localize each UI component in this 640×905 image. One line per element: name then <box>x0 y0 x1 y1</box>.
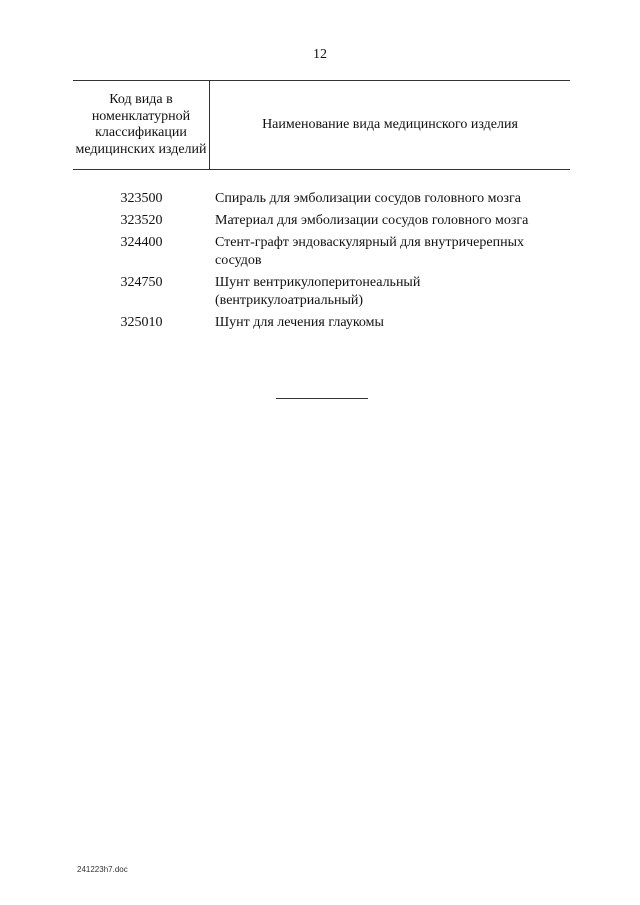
table-row <box>73 190 570 208</box>
end-divider <box>276 398 368 399</box>
row-code: 324400 <box>120 235 163 250</box>
table-row <box>73 234 570 270</box>
table-body <box>73 190 570 336</box>
row-code: 323520 <box>120 213 163 228</box>
row-code: 323500 <box>120 191 163 206</box>
row-name: Стент-графт эндоваскулярный для внутричерепных сосудов <box>215 235 524 268</box>
row-name: Шунт вентрикулоперитонеальный (вентрикулоатриальный) <box>215 275 421 308</box>
table-row <box>73 274 570 310</box>
row-code: 325010 <box>120 315 163 330</box>
table-row <box>73 314 570 332</box>
table-header <box>73 80 570 170</box>
table-row <box>73 212 570 230</box>
document-reference: 241223h7.doc <box>77 865 128 874</box>
header-code-column: Код вида в номенклатурной классификации медицинских изделий <box>73 81 210 169</box>
row-code: 324750 <box>120 275 163 290</box>
page-number: 12 <box>313 47 327 62</box>
header-name-column: Наименование вида медицинского изделия <box>262 117 518 132</box>
row-name: Материал для эмболизации сосудов головного мозга <box>215 213 529 228</box>
row-name: Спираль для эмболизации сосудов головного мозга <box>215 191 521 206</box>
row-name: Шунт для лечения глаукомы <box>215 315 384 330</box>
